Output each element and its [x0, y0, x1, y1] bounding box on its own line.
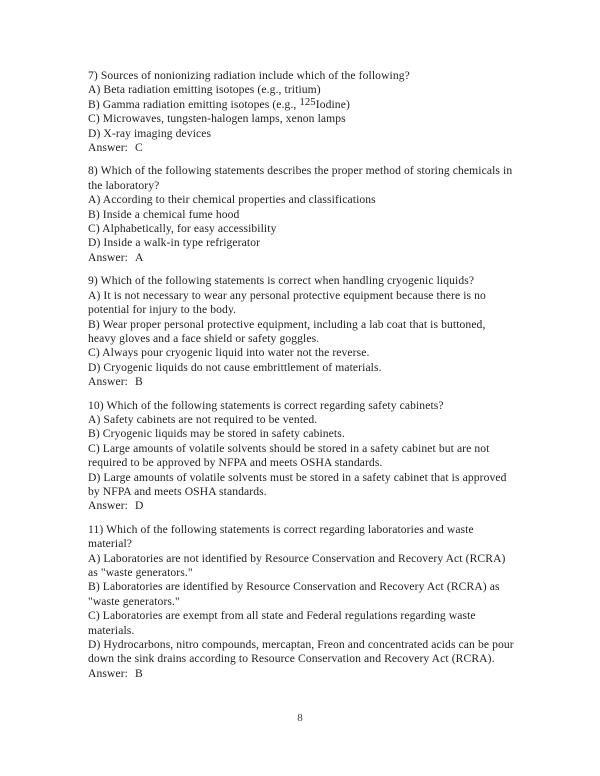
option-a: [88, 413, 514, 427]
question-block-11: [88, 523, 514, 681]
question-block-7: [88, 69, 514, 155]
option-a: [88, 289, 514, 318]
option-text-segment: C) Laboratories are exempt from all state and Federal regulations regarding waste materials.: [88, 609, 476, 637]
answer-label: Answer:: [88, 499, 128, 513]
question-block-9: [88, 274, 514, 389]
option-text-segment: D) Hydrocarbons, nitro compounds, mercaptan, Freon and concentrated acids can be pour down the sink drains according to Resource Conservation and Recovery Act (RCRA).: [88, 638, 514, 666]
option-text-segment: D) Inside a walk-in type refrigerator: [88, 236, 261, 250]
option-text-segment: D) Large amounts of volatile solvents must be stored in a safety cabinet that is approved by NFPA and meets OSHA standards.: [88, 470, 507, 498]
question-text: 11) Which of the following statements is correct regarding laboratories and waste material?: [88, 522, 474, 551]
question-text: 9) Which of the following statements is correct when handling cryogenic liquids?: [88, 274, 475, 288]
answer-line: [88, 499, 514, 513]
answer-label: Answer:: [88, 250, 128, 264]
option-text-segment: B) Laboratories are identified by Resource Conservation and Recovery Act (RCRA) as "waste generators.": [88, 580, 500, 608]
answer-value: A: [134, 250, 144, 264]
question-block-10: [88, 399, 514, 514]
answer-line: [88, 375, 514, 389]
option-text-segment: A) Laboratories are not identified by Resource Conservation and Recovery Act (RCRA) as "waste generators.": [88, 551, 506, 579]
option-b: [88, 208, 514, 222]
option-text-segment: A) According to their chemical properties and classifications: [88, 193, 376, 207]
option-text-segment: C) Alphabetically, for easy accessibility: [88, 222, 277, 236]
option-d: [88, 361, 514, 375]
option-text-segment: A) Safety cabinets are not required to be vented.: [88, 412, 318, 426]
option-b: [88, 318, 514, 347]
answer-label: Answer:: [88, 141, 128, 155]
option-b: [88, 580, 514, 609]
option-c: [88, 112, 514, 126]
option-c: [88, 222, 514, 236]
isotope-superscript: 125: [299, 95, 316, 108]
answer-value: B: [134, 666, 143, 680]
option-text-segment: D) Cryogenic liquids do not cause embrittlement of materials.: [88, 360, 382, 374]
answer-line: [88, 667, 514, 681]
option-d: [88, 236, 514, 250]
option-c: [88, 442, 514, 471]
option-text-segment: A) It is not necessary to wear any personal protective equipment because there is no potential for injury to the body.: [88, 288, 486, 317]
option-d: [88, 638, 514, 667]
option-d: [88, 127, 514, 141]
questions-area: [88, 69, 514, 690]
question-text: 8) Which of the following statements describes the proper method of storing chemicals in the laboratory?: [88, 164, 513, 192]
option-c: [88, 609, 514, 638]
option-text-segment: D) X-ray imaging devices: [88, 126, 212, 140]
option-text-segment: C) Large amounts of volatile solvents should be stored in a safety cabinet but are not required to be approved by NFPA and meets OSHA standards.: [88, 441, 490, 470]
answer-value: D: [134, 499, 144, 513]
answer-label: Answer:: [88, 666, 128, 680]
answer-line: [88, 251, 514, 265]
option-text-segment: A) Beta radiation emitting isotopes (e.g., tritium): [88, 83, 321, 97]
answer-label: Answer:: [88, 375, 128, 389]
option-text-segment: C) Microwaves, tungsten-halogen lamps, xenon lamps: [88, 112, 346, 126]
option-text-segment: B) Wear proper personal protective equipment, including a lab coat that is buttoned, heavy gloves and a face shield or safety goggles.: [88, 317, 486, 345]
option-text-segment: Iodine): [315, 97, 350, 111]
answer-value: B: [134, 375, 143, 389]
option-text-segment: B) Cryogenic liquids may be stored in safety cabinets.: [88, 427, 345, 441]
option-c: [88, 346, 514, 360]
option-text-segment: B) Inside a chemical fume hood: [88, 207, 240, 221]
option-b: [88, 95, 514, 112]
answer-line: [88, 141, 514, 155]
answer-value: C: [134, 141, 143, 155]
option-d: [88, 471, 514, 500]
page-number: 8: [297, 712, 303, 724]
option-text-segment: C) Always pour cryogenic liquid into water not the reverse.: [88, 346, 370, 360]
question-text: 10) Which of the following statements is correct regarding safety cabinets?: [88, 398, 444, 412]
question-text: 7) Sources of nonionizing radiation include which of the following?: [88, 69, 410, 82]
option-text-segment: B) Gamma radiation emitting isotopes (e.g.,: [88, 97, 300, 111]
question-block-8: [88, 164, 514, 265]
option-a: [88, 552, 514, 581]
option-b: [88, 427, 514, 441]
option-a: [88, 193, 514, 207]
